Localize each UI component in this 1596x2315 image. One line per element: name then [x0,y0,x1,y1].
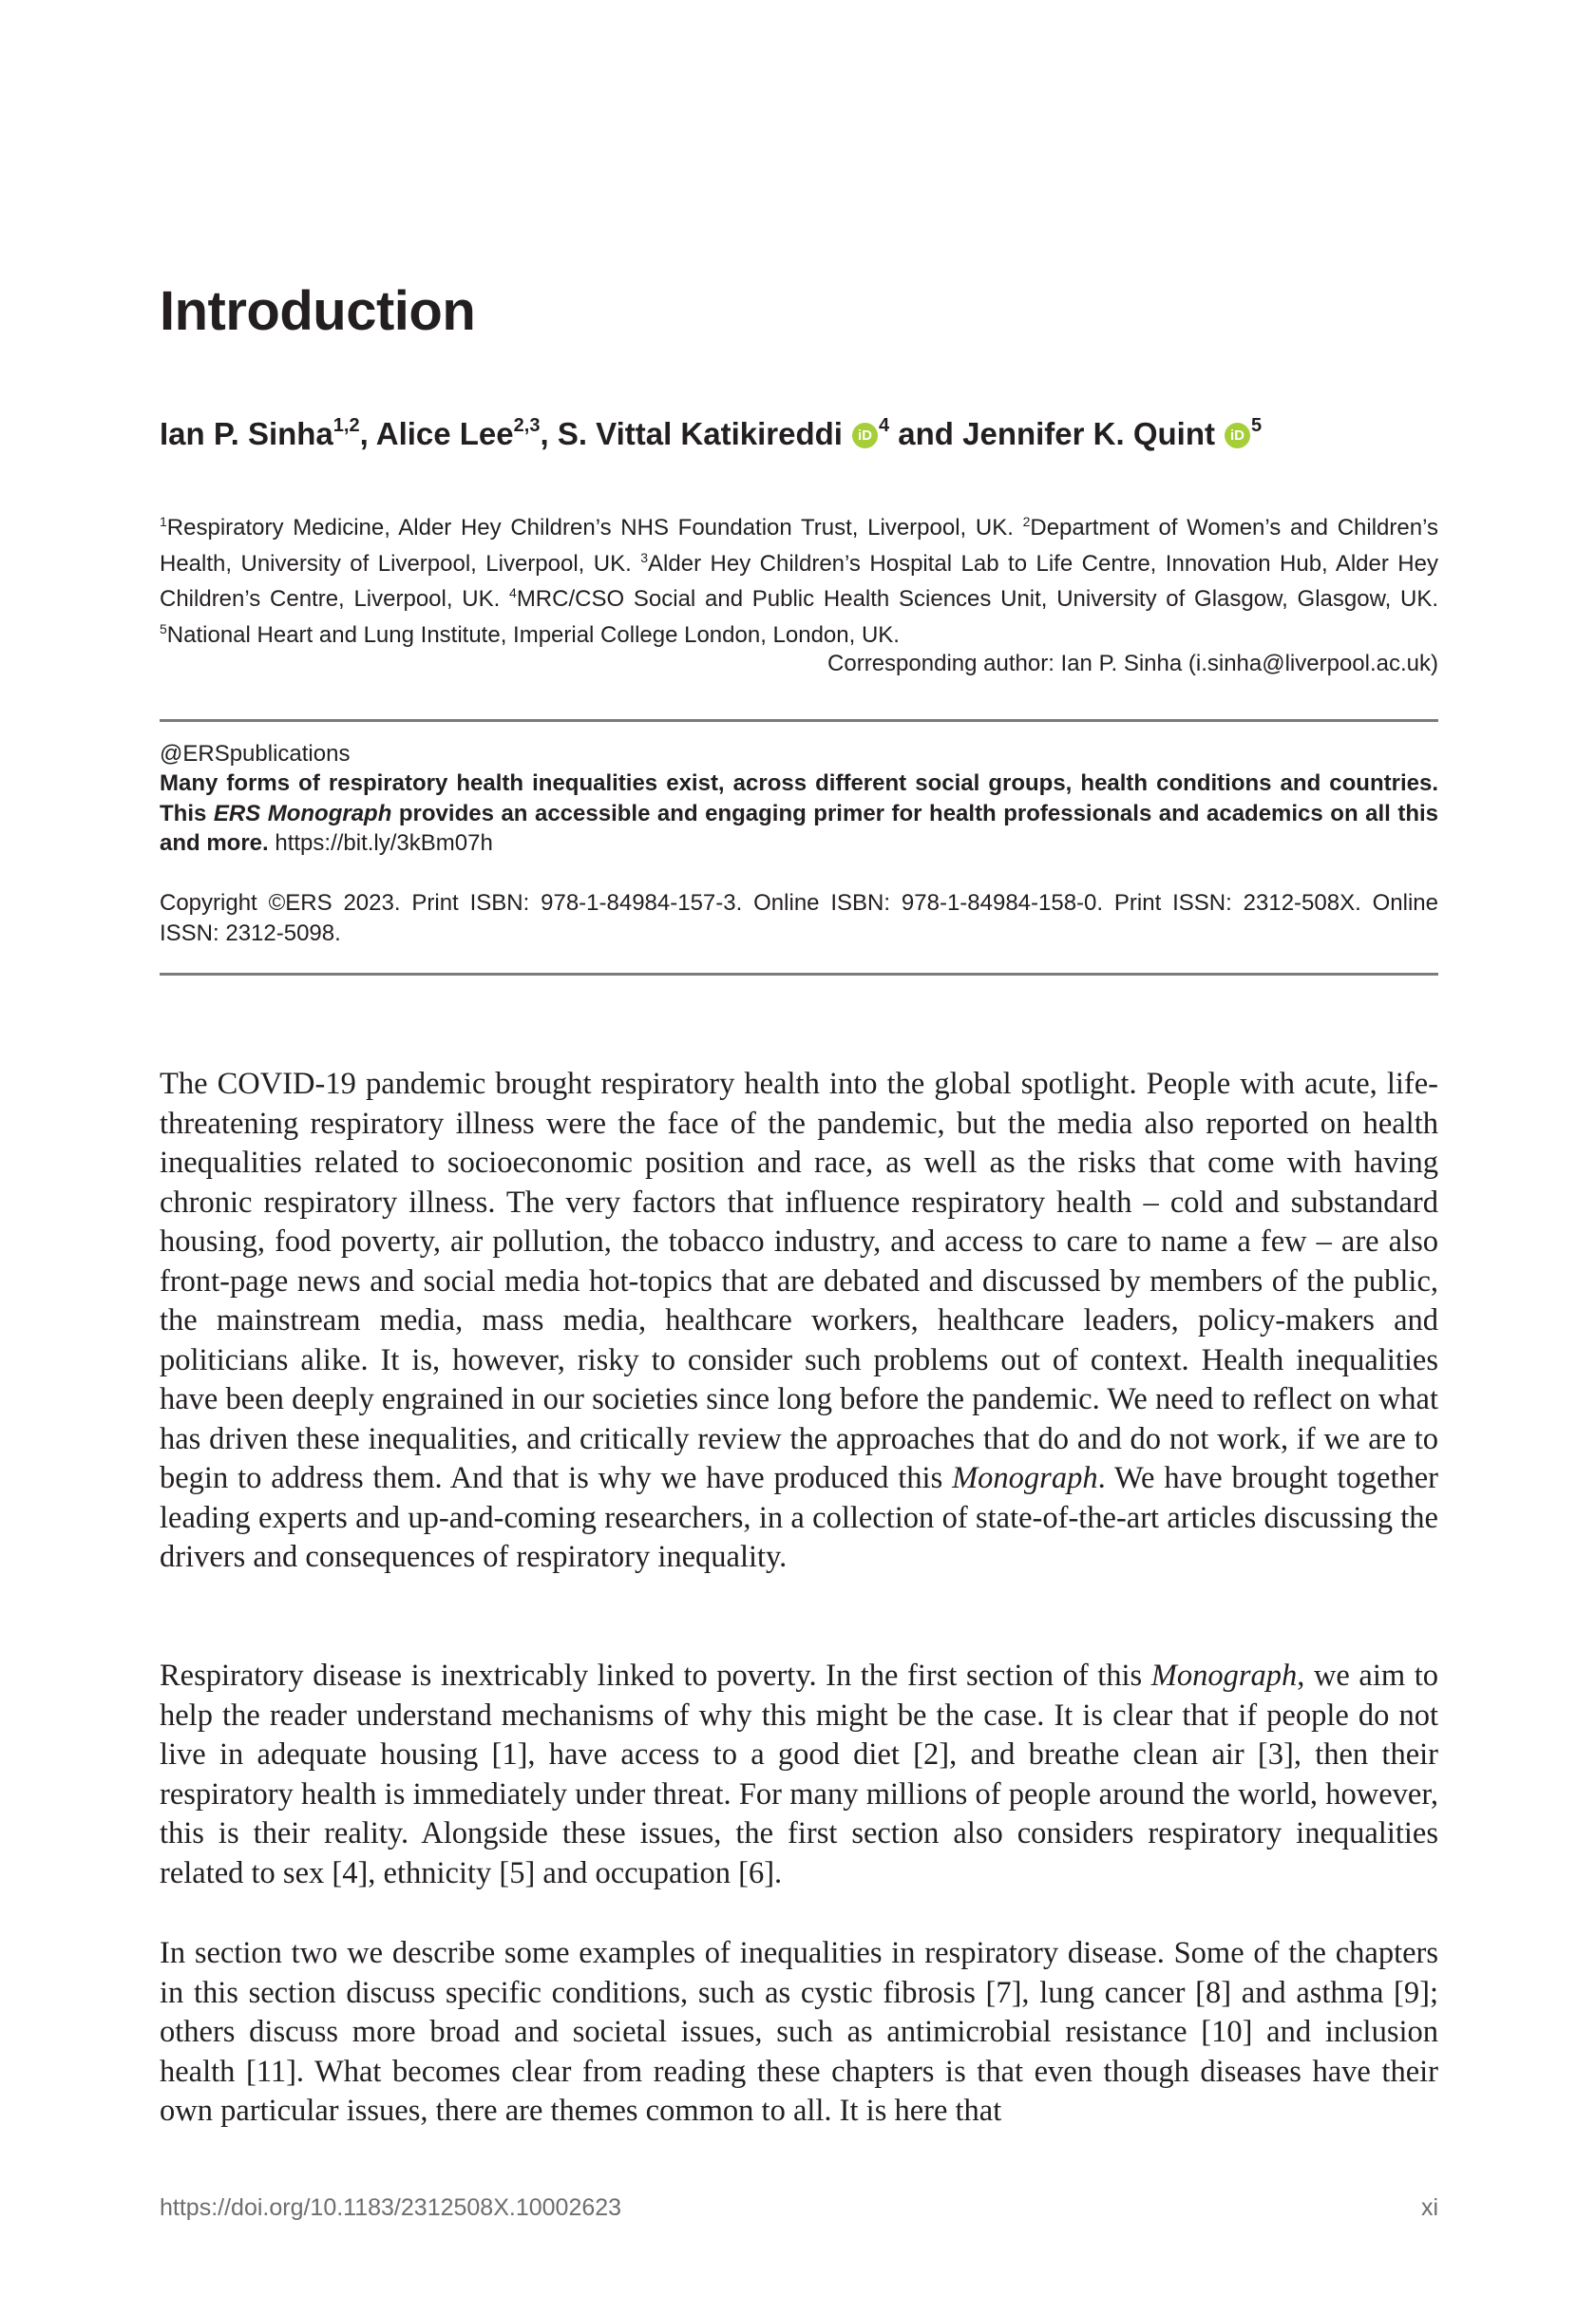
chapter-title: Introduction [160,280,476,342]
affil-sup: 3 [640,549,649,565]
paragraph-emphasis: Monograph [1150,1659,1298,1693]
affil-sup: 5 [160,620,167,636]
affil-text: Respiratory Medicine, Alder Hey Children’s NHS Foundation Trust, Liverpool, UK. [166,515,1023,541]
paragraph-text: The COVID-19 pandemic brought respiratory health into the global spotlight. People with acute, life-threatening respiratory illness were the face of the pandemic, but the media also reported on health inequalities related to socioeconomic position and race, as well as the risks that come with having chronic respiratory illness. The very factors that influence respiratory health – cold and substandard housing, food poverty, air pollution, the tobacco industry, and access to care to name a few – are also front-page news and social media hot-topics that are debated and discussed by members of the public, the mainstream media, mass media, healthcare workers, healthcare leaders, policy-makers and politicians alike. It is, however, risky to consider such problems out of context. Health inequalities have been deeply engrained in our societies since long before the pandemic. We need to reflect on what has driven these inequalities, and critically review the approaches that do and do not work, if we are to begin to address them. And that is why we have produced this [160,1067,1438,1495]
twitter-handle: @ERSpublications [160,741,351,767]
body-paragraph-2 [160,1657,1438,1893]
divider-top [160,719,1438,722]
author-name: Jennifer K. Quint [962,416,1215,451]
affil-sup: 4 [509,585,517,600]
affil-sup: 1 [160,514,167,529]
orcid-icon[interactable]: iD [1225,423,1250,448]
affil-text: MRC/CSO Social and Public Health Sciences Unit, University of Glasgow, Glasgow, UK. [516,586,1438,612]
author-name: S. Vittal Katikireddi [557,416,843,451]
author-name: Ian P. Sinha [160,416,333,451]
tweet-text: Many forms of respiratory health inequalities exist, across different social groups, health conditions and countries. This [160,770,1438,826]
affil-text: Department of Women’s and Children’s Health, University of Liverpool, Liverpool, UK. [160,515,1438,577]
author-separator: , [540,416,558,451]
affil-text: National Heart and Lung Institute, Imperial College London, London, UK. [166,621,900,648]
author-affil-sup: 1,2 [332,415,360,436]
author-separator: , [359,416,376,451]
body-paragraph-1 [160,1065,1438,1578]
author-name: Alice Lee [375,416,514,451]
affil-sup: 2 [1022,514,1031,529]
tweet-title: ERS Monograph [213,800,392,826]
body-paragraph-3: In section two we describe some examples of inequalities in respiratory disease. Some of the chapters in this section discuss specific conditions, such as cystic fibrosis [7], lung cancer [8] and asthma [9]; others discuss more broad and societal issues, such as antimicrobial resistance [10] and inclusion health [11]. What becomes clear from reading these chapters is that even though diseases have their own particular issues, there are themes common to all. It is here that [160,1936,1438,2128]
tweet-link[interactable]: https://bit.ly/3kBm07h [275,830,493,856]
paragraph-text: , we aim to help the reader understand mechanisms of why this might be the case. It is clear that if people do not live in adequate housing [1], have access to a good diet [2], and breathe clean air [3], then their respiratory health is immediately under threat. For many millions of people around the world, however, this is their reality. Alongside these issues, the first section also considers respiratory inequalities related to sex [4], ethnicity [5] and occupation [6]. [160,1659,1438,1890]
divider-bottom [160,973,1438,976]
corresponding-author: Corresponding author: Ian P. Sinha (i.sinha@liverpool.ac.uk) [827,651,1438,676]
orcid-icon[interactable]: iD [852,423,878,448]
tweet-text: provides an accessible and engaging primer for health professionals and academics on all this and more. [160,800,1438,856]
author-list [160,414,1438,455]
tweetable-abstract [160,769,1438,859]
author-affil-sup: 2,3 [513,415,541,436]
affiliations [160,507,1438,650]
author-affil-sup: 5 [1250,415,1263,436]
paragraph-emphasis: Monograph [952,1461,1098,1495]
author-affil-sup: 4 [878,415,890,436]
page-number: xi [1420,2194,1438,2221]
author-separator: and [889,416,963,451]
paragraph-text: . We have brought together leading experts and up-and-coming researchers, in a collection of state-of-the-art articles discussing the drivers and consequences of respiratory inequality. [160,1461,1438,1574]
copyright-notice: Copyright ©ERS 2023. Print ISBN: 978-1-84984-157-3. Online ISBN: 978-1-84984-158-0. Print ISSN: 2312-508X. Online ISSN: 2312-5098. [160,890,1438,946]
paragraph-text: Respiratory disease is inextricably linked to poverty. In the first section of this [160,1659,1151,1693]
affil-text: Alder Hey Children’s Hospital Lab to Life Centre, Innovation Hub, Alder Hey Children’s Centre, Liverpool, UK. [160,550,1438,612]
doi-link[interactable]: https://doi.org/10.1183/2312508X.10002623 [160,2194,622,2221]
